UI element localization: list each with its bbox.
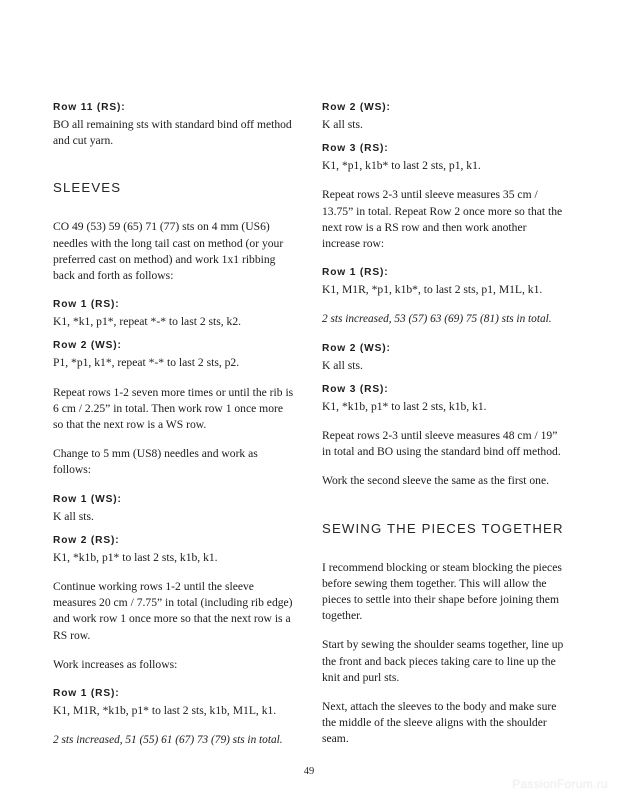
continue-working-instructions: Continue working rows 1-2 until the sleeve measures 20 cm / 7.75” in total (including rib edge) and work row 1 once more so that the next row is a RS row. xyxy=(53,580,293,642)
section-heading-sleeves: SLEEVES xyxy=(53,180,122,196)
row-label-row2b: Row 2 (WS): xyxy=(322,342,391,354)
change-needles-instructions: Change to 5 mm (US8) needles and work as follows: xyxy=(53,447,258,477)
spacer xyxy=(53,566,295,579)
row-label-inc-row1: Row 1 (RS): xyxy=(53,688,120,700)
shoulder-seam-instructions: Start by sewing the shoulder seams together, line up the front and back pieces taking care to line up the knit and purl sts. xyxy=(322,638,564,684)
stitch-count-note-left: 2 sts increased, 51 (55) 61 (67) 73 (79) sts in total. xyxy=(53,734,283,747)
spacer xyxy=(322,374,564,382)
spacer xyxy=(53,673,295,686)
spacer xyxy=(53,284,295,297)
row-label-body-row2: Row 2 (RS): xyxy=(53,534,120,546)
inc-row1-instructions-right: K1, M1R, *p1, k1b*, to last 2 sts, p1, M1L, k1. xyxy=(322,283,543,297)
attach-sleeves-instructions: Next, attach the sleeves to the body and make sure the middle of the sleeve aligns with the shoulder seam. xyxy=(322,700,557,746)
right-column xyxy=(322,100,564,750)
spacer xyxy=(53,149,295,179)
row3b-instructions: K1, *k1b, p1* to last 2 sts, k1b, k1. xyxy=(322,399,487,413)
spacer xyxy=(322,460,564,473)
row-label-row11: Row 11 (RS): xyxy=(53,102,126,113)
spacer xyxy=(53,433,295,446)
spacer xyxy=(322,490,564,520)
row-label-rib-row2: Row 2 (WS): xyxy=(53,340,122,352)
row2b-instructions: K all sts. xyxy=(322,358,363,372)
repeat-48cm-instructions: Repeat rows 2-3 until sleeve measures 48 cm / 19” in total and BO using the standard bind off method. xyxy=(322,429,561,459)
repeat-35cm-instructions: Repeat rows 2-3 until sleeve measures 35 cm / 13.75” in total. Repeat Row 2 once more so that the next row is a RS row and then work another increase row: xyxy=(322,188,563,251)
row-label-row2: Row 2 (WS): xyxy=(322,102,391,113)
spacer xyxy=(53,479,295,492)
spacer xyxy=(322,415,564,428)
spacer xyxy=(53,197,295,219)
blocking-instructions: I recommend blocking or steam blocking the pieces before sewing them together. This will allow the pieces to settle into their shape before joining them together. xyxy=(322,560,562,623)
row-label-row3: Row 3 (RS): xyxy=(322,143,389,155)
cast-on-instructions: CO 49 (53) 59 (65) 71 (77) sts on 4 mm (US6) needles with the long tail cast on method (or your preferred cast on method) and work 1x1 ribbing back and forth as follows: xyxy=(53,220,284,283)
spacer xyxy=(322,328,564,341)
spacer xyxy=(53,719,295,732)
body-row1-instructions: K all sts. xyxy=(53,509,94,523)
spacer xyxy=(53,525,295,533)
page-number: 49 xyxy=(303,766,315,777)
watermark: PassionForum.ru xyxy=(512,777,608,791)
spacer xyxy=(322,252,564,265)
row-label-row3b: Row 3 (RS): xyxy=(322,383,389,395)
spacer xyxy=(53,644,295,657)
spacer xyxy=(322,538,564,560)
spacer xyxy=(322,686,564,699)
row2-instructions: K all sts. xyxy=(322,118,363,131)
inc-row1-instructions: K1, M1R, *k1b, p1* to last 2 sts, k1b, M1L, k1. xyxy=(53,704,277,718)
spacer xyxy=(322,298,564,311)
rib-repeat-instructions: Repeat rows 1-2 seven more times or until the rib is 6 cm / 2.25” in total. Then work row 1 once more so that the next row is a WS row. xyxy=(53,385,294,432)
row3-instructions: K1, *p1, k1b* to last 2 sts, p1, k1. xyxy=(322,159,481,173)
row11-instructions: BO all remaining sts with standard bind off method and cut yarn. xyxy=(53,118,292,148)
rib-row2-instructions: P1, *p1, k1*, repeat *-* to last 2 sts, p2. xyxy=(53,356,240,370)
second-sleeve-instructions: Work the second sleeve the same as the first one. xyxy=(322,474,550,488)
spacer xyxy=(322,133,564,141)
row-label-inc-row1-right: Row 1 (RS): xyxy=(322,267,389,279)
spacer xyxy=(53,330,295,338)
spacer xyxy=(322,174,564,187)
rib-row1-instructions: K1, *k1, p1*, repeat *-* to last 2 sts, k2. xyxy=(53,315,242,329)
section-heading-sewing: SEWING THE PIECES TOGETHER xyxy=(322,520,564,536)
increases-intro: Work increases as follows: xyxy=(53,657,178,671)
two-column-layout xyxy=(53,100,565,750)
body-row2-instructions: K1, *k1b, p1* to last 2 sts, k1b, k1. xyxy=(53,550,218,564)
spacer xyxy=(53,372,295,385)
stitch-count-note-right: 2 sts increased, 53 (57) 63 (69) 75 (81) sts in total. xyxy=(322,313,552,326)
spacer xyxy=(322,624,564,637)
row-label-body-row1: Row 1 (WS): xyxy=(53,493,122,505)
left-column xyxy=(53,100,295,750)
row-label-rib-row1: Row 1 (RS): xyxy=(53,299,120,311)
